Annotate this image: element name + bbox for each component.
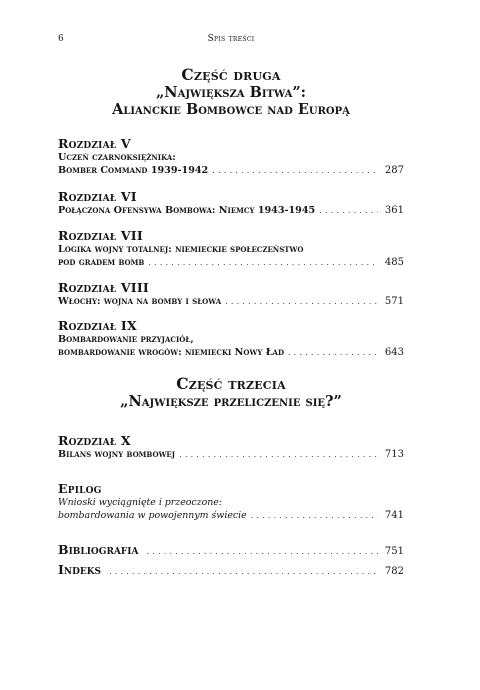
dot-leader: [147, 544, 379, 560]
chapter-label: Rozdział VI: [58, 189, 137, 204]
toc-entry-chapter-9[interactable]: [58, 318, 404, 359]
chapter-label: Rozdział VIII: [58, 280, 149, 295]
chapter-title-line-2: bombardowanie wrogów: niemiecki Nowy Ład ..... 643: [58, 346, 404, 359]
epilog-label: Epilog: [58, 481, 102, 496]
chapter-title-line-1: Włochy: wojna na bomby i słowa ..... 571: [58, 295, 404, 308]
dot-leader: [148, 256, 378, 269]
toc-entry-epilog[interactable]: [58, 481, 404, 522]
page-ref: 571: [384, 296, 404, 307]
toc-entry-chapter-5[interactable]: [58, 136, 404, 177]
running-header: [58, 34, 404, 46]
chapter-label: Rozdział IX: [58, 318, 137, 333]
toc-entry-bibliografia[interactable]: [58, 542, 404, 560]
toc-entry-chapter-6[interactable]: [58, 189, 404, 217]
page-ref: 713: [384, 449, 404, 460]
page-ref: 782: [384, 566, 404, 577]
part-two-heading: [58, 66, 404, 118]
dot-leader: [109, 564, 378, 580]
page-ref: 643: [384, 347, 404, 358]
part-two-subtitle-1: „Największa Bitwa”:: [155, 84, 307, 101]
chapter-title-line-1: Połączona Ofensywa Bombowa: Niemcy 1943-1945 ..... 361: [58, 204, 404, 217]
chapter-title-line-1: Bombardowanie przyjaciół,: [58, 334, 194, 345]
chapter-label: Rozdział VII: [58, 228, 143, 243]
part-three-title: Część trzecia: [176, 374, 286, 393]
running-title: Spis treści: [207, 34, 255, 44]
bibliografia-label: Bibliografia: [58, 542, 139, 557]
page-ref: 485: [384, 257, 404, 268]
indeks-label: Indeks: [58, 562, 102, 577]
part-three-subtitle: „Największe przeliczenie się?”: [120, 393, 342, 410]
part-three-heading: [58, 375, 404, 410]
page-ref: 741: [384, 510, 404, 521]
chapter-label: Rozdział V: [58, 136, 131, 151]
epilog-title-line-1: Wnioski wyciągnięte i przeoczone:: [58, 497, 222, 508]
chapter-title-line-1: Logika wojny totalnej: niemieckie społeczeństwo: [58, 244, 304, 255]
chapter-title-line-1: Uczeń czarnoksiężnika:: [58, 152, 176, 163]
page-number: 6: [58, 34, 64, 44]
toc-entry-chapter-10[interactable]: [58, 433, 404, 461]
chapter-title-line-1: Bilans wojny bombowej ..... 713: [58, 448, 404, 461]
chapter-label: Rozdział X: [58, 433, 131, 448]
toc-entry-chapter-8[interactable]: [58, 280, 404, 308]
dot-leader: [212, 164, 378, 177]
part-two-title: Część druga: [181, 65, 281, 84]
epilog-title-line-2: bombardowania w powojennym świecie ..... 741: [58, 509, 404, 522]
page-ref: 287: [384, 165, 404, 176]
page-ref: 751: [384, 546, 404, 557]
dot-leader: [319, 204, 378, 217]
dot-leader: [251, 509, 378, 522]
chapter-title-line-2: pod gradem bomb ..... 485: [58, 256, 404, 269]
toc-entry-indeks[interactable]: [58, 562, 404, 580]
dot-leader: [179, 448, 378, 461]
dot-leader: [225, 295, 378, 308]
part-two-subtitle-2: Alianckie Bombowce nad Europą: [112, 101, 350, 118]
toc-entry-chapter-7[interactable]: [58, 228, 404, 269]
dot-leader: [288, 346, 378, 359]
page-ref: 361: [384, 205, 404, 216]
chapter-title-line-2: Bomber Command 1939-1942 ..... 287: [58, 164, 404, 177]
